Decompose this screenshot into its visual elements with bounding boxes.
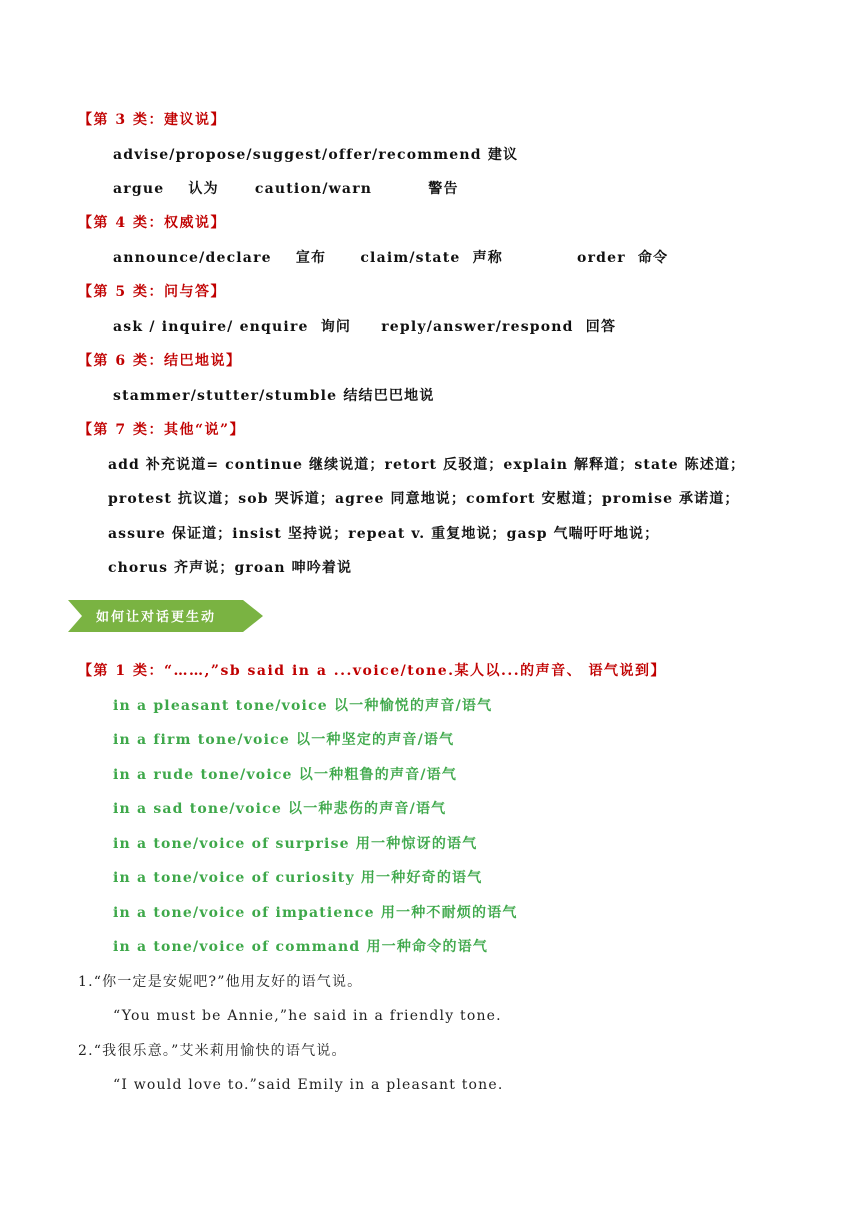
example-1-chinese: 1.“你一定是安妮吧?”他用友好的语气说。 (78, 974, 363, 990)
category-3-heading: 【第 3 类：建议说】 (78, 112, 226, 128)
word-argue: argue (113, 181, 165, 197)
example-1-english: “You must be Annie,”he said in a friendly tone. (113, 1008, 502, 1024)
word-caution: caution/warn (254, 181, 373, 197)
word-argue-cn: 认为 (188, 181, 219, 197)
word-order-cn: 命令 (637, 250, 669, 266)
tone-phrase-1: in a pleasant tone/voice 以一种愉悦的声音/语气 (113, 698, 493, 714)
word-ask-cn: 询问 (320, 319, 352, 335)
example-2-chinese: 2.“我很乐意。”艾米莉用愉快的语气说。 (78, 1043, 347, 1059)
tone-phrase-8: in a tone/voice of command 用一种命令的语气 (113, 939, 489, 955)
tone-phrase-3: in a rude tone/voice 以一种粗鲁的声音/语气 (113, 767, 458, 783)
word-announce: announce/declare (113, 250, 272, 266)
word-announce-cn: 宣布 (295, 250, 327, 266)
tone-phrase-5: in a tone/voice of surprise 用一种惊讶的语气 (113, 836, 478, 852)
word-claim-cn: 声称 (472, 250, 503, 266)
word-order: order (577, 250, 626, 266)
word-reply: reply/answer/respond (381, 319, 574, 335)
tone-phrase-4: in a sad tone/voice 以一种悲伤的声音/语气 (113, 801, 447, 817)
category-6-heading: 【第 6 类：结巴地说】 (78, 353, 242, 369)
word-claim: claim/state (360, 250, 461, 266)
tone-phrase-6: in a tone/voice of curiosity 用一种好奇的语气 (113, 870, 483, 886)
category-7-line-1: add 补充说道= continue 继续说道；retort 反驳道；explain 解释道；state 陈述道； (108, 457, 746, 473)
word-ask: ask / inquire/ enquire (113, 319, 309, 335)
tone-phrase-2: in a firm tone/voice 以一种坚定的声音/语气 (113, 732, 455, 748)
section-banner (68, 600, 263, 632)
word-caution-cn: 警告 (428, 181, 459, 197)
category-7-line-4: chorus 齐声说；groan 呻吟着说 (108, 560, 353, 576)
category-7-line-2: protest 抗议道；sob 哭诉道；agree 同意地说；comfort 安慰道；promise 承诺道； (108, 491, 740, 507)
tone-section-heading: 【第 1 类：“……,”sb said in a ...voice/tone.某人以...的声音、 语气说到】 (78, 663, 666, 679)
category-3-line-2 (113, 179, 459, 199)
category-6-line-1: stammer/stutter/stumble 结结巴巴地说 (113, 388, 435, 404)
category-7-heading: 【第 7 类：其他“说”】 (78, 422, 246, 438)
category-4-heading: 【第 4 类：权威说】 (78, 215, 226, 231)
category-4-line-1 (113, 248, 668, 268)
category-5-line-1 (113, 317, 616, 337)
example-2-english: “I would love to.”said Emily in a pleasant tone. (113, 1077, 504, 1093)
tone-phrase-7: in a tone/voice of impatience 用一种不耐烦的语气 (113, 905, 518, 921)
word-reply-cn: 回答 (585, 319, 617, 335)
category-5-heading: 【第 5 类：问与答】 (78, 284, 226, 300)
category-7-line-3: assure 保证道；insist 坚持说；repeat v. 重复地说；gasp 气喘吁吁地说； (108, 526, 660, 542)
category-3-line-1: advise/propose/suggest/offer/recommend 建议 (113, 147, 519, 163)
banner-label: 如何让对话更生动 (96, 610, 217, 625)
